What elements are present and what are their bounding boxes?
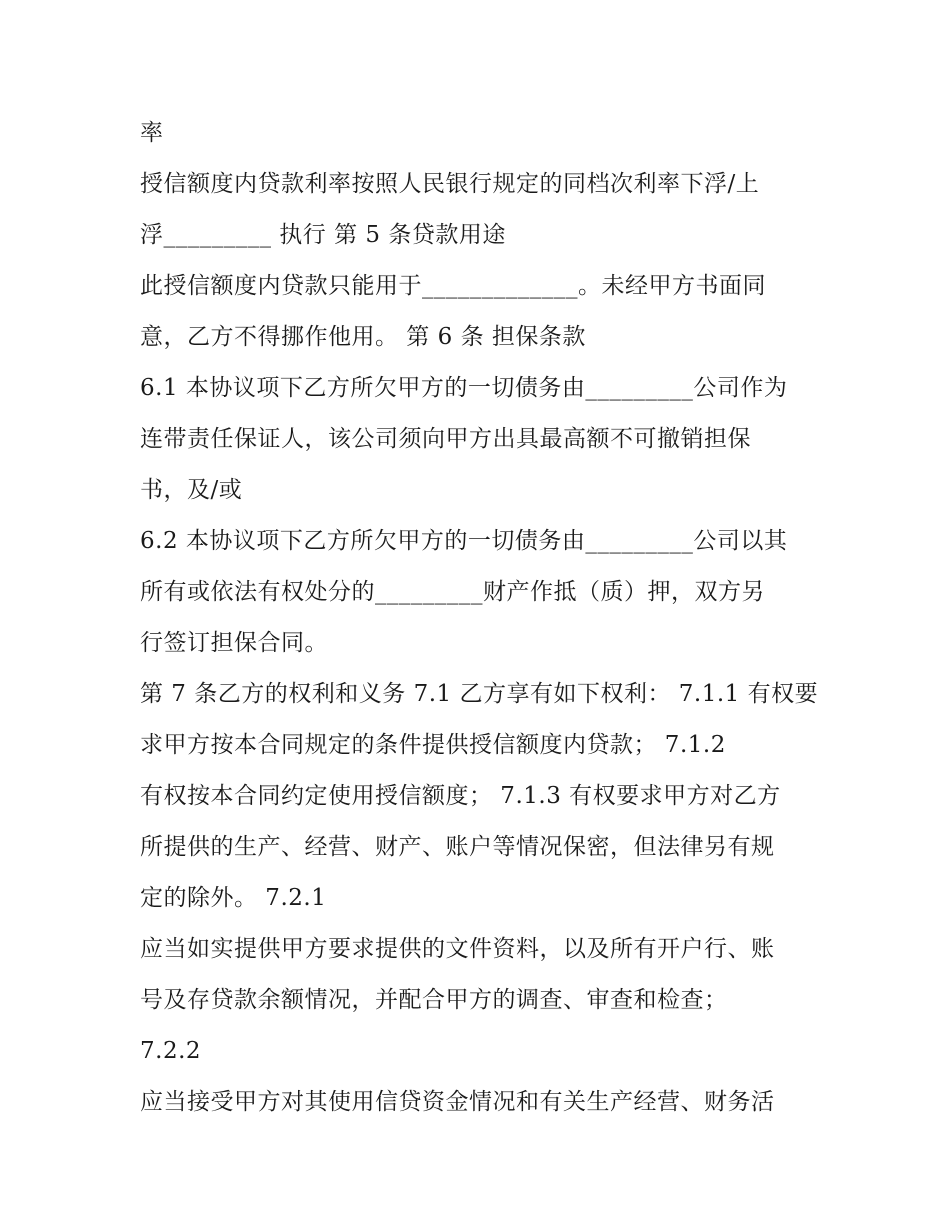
text-line-clause-6-2-end: 行签订担保合同。 <box>140 630 328 656</box>
text-line-clause-7-1-1: 求甲方按本合同规定的条件提供授信额度内贷款； 7.1.2 <box>140 732 726 758</box>
text-line-clause-6-2-cont: 所有或依法有权处分的_________财产作抵（质）押，双方另 <box>140 579 765 605</box>
text-line-article-5-heading: 浮_________ 执行 第 5 条贷款用途 <box>140 222 506 248</box>
text-line-clause-7-1-3: 所提供的生产、经营、财产、账户等情况保密，但法律另有规 <box>140 834 775 860</box>
text-line-clause-7-2-2-label: 7.2.2 <box>140 1038 202 1064</box>
text-line-clause-6-1-end: 书，及/或 <box>140 477 243 503</box>
text-line-clause-7-1-2: 有权按本合同约定使用授信额度； 7.1.3 有权要求甲方对乙方 <box>140 783 781 809</box>
text-line-clause-6-1-cont: 连带责任保证人，该公司须向甲方出具最高额不可撤销担保 <box>140 426 751 452</box>
text-line-clause-7-2-1-label: 定的除外。 7.2.1 <box>140 885 327 911</box>
text-line-credit-rate: 授信额度内贷款利率按照人民银行规定的同档次利率下浮/上 <box>140 171 760 197</box>
text-line-clause-6-2: 6.2 本协议项下乙方所欠甲方的一切债务由_________公司以其 <box>140 528 788 554</box>
document-body <box>140 108 830 1128</box>
text-line-clause-7-2-2: 应当接受甲方对其使用信贷资金情况和有关生产经营、财务活 <box>140 1089 775 1115</box>
text-line-interest-rate-end: 率 <box>140 120 164 146</box>
text-line-clause-6-1: 6.1 本协议项下乙方所欠甲方的一切债务由_________公司作为 <box>140 375 788 401</box>
text-line-article-6-heading: 意，乙方不得挪作他用。 第 6 条 担保条款 <box>140 324 586 350</box>
text-line-clause-7-2-1-cont: 号及存贷款余额情况，并配合甲方的调查、审查和检查； <box>140 987 728 1013</box>
text-line-clause-7-2-1: 应当如实提供甲方要求提供的文件资料，以及所有开户行、账 <box>140 936 775 962</box>
text-line-article-7-heading: 第 7 条乙方的权利和义务 7.1 乙方享有如下权利： 7.1.1 有权要 <box>140 681 819 707</box>
text-line-loan-purpose: 此授信额度内贷款只能用于_____________。未经甲方书面同 <box>140 273 766 299</box>
